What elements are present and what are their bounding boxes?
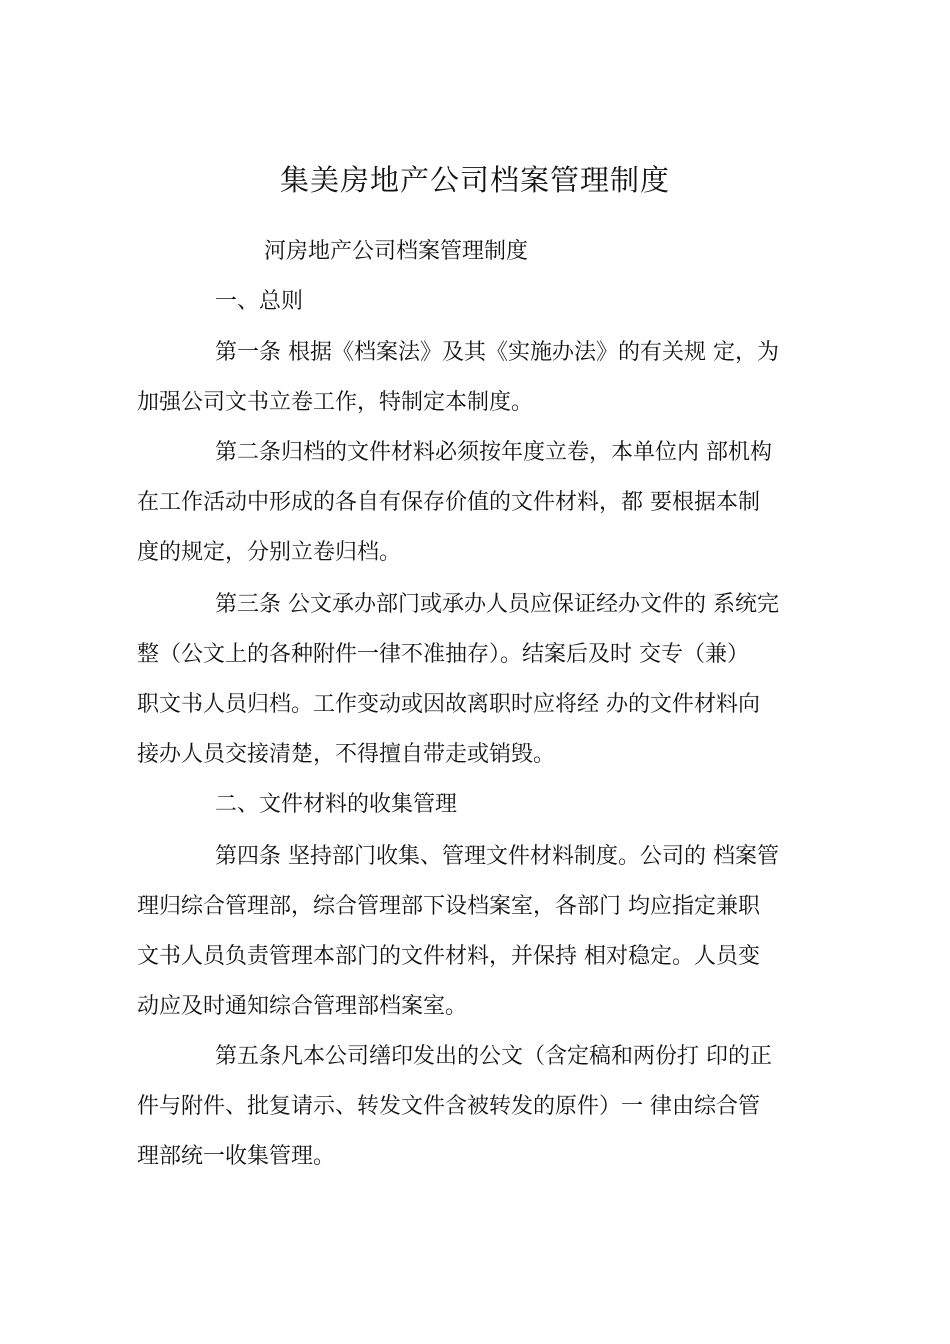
section-heading-general: 一、总则 xyxy=(215,289,304,314)
section-heading-collection: 二、文件材料的收集管理 xyxy=(215,792,458,817)
article-5-line: 件与附件、批复请示、转发文件含被转发的原件）一 律由综合管 xyxy=(137,1094,760,1119)
article-3-line: 整（公文上的各种附件一律不准抽存）。结案后及时 交专（兼） xyxy=(137,642,749,667)
article-4-line: 理归综合管理部，综合管理部下设档案室，各部门 均应指定兼职 xyxy=(137,894,760,919)
article-5-line: 第五条凡本公司缮印发出的公文（含定稿和两份打 印的正 xyxy=(215,1044,772,1069)
article-3-line: 职文书人员归档。工作变动或因故离职时应将经 办的文件材料向 xyxy=(137,692,760,717)
document-subtitle: 河房地产公司档案管理制度 xyxy=(264,239,529,264)
article-1 xyxy=(137,328,837,428)
article-2-line: 度的规定，分别立卷归档。 xyxy=(137,540,402,565)
article-3-line: 接办人员交接清楚，不得擅自带走或销毁。 xyxy=(137,742,556,767)
article-4-line: 动应及时通知综合管理部档案室。 xyxy=(137,994,468,1019)
document-title: 集美房地产公司档案管理制度 xyxy=(279,163,670,197)
article-4 xyxy=(137,832,837,1032)
article-2 xyxy=(137,428,837,578)
article-2-line: 第二条归档的文件材料必须按年度立卷，本单位内 部机构 xyxy=(215,440,772,465)
article-1-line: 第一条 根据《档案法》及其《实施办法》的有关规 定，为 xyxy=(215,340,779,365)
article-4-line: 第四条 坚持部门收集、管理文件材料制度。公司的 档案管 xyxy=(215,844,779,869)
article-5-line: 理部统一收集管理。 xyxy=(137,1144,336,1169)
article-3-line: 第三条 公文承办部门或承办人员应保证经办文件的 系统完 xyxy=(215,592,779,617)
article-1-line: 加强公司文书立卷工作，特制定本制度。 xyxy=(137,390,534,415)
article-3 xyxy=(137,580,837,780)
article-5 xyxy=(137,1032,837,1182)
article-4-line: 文书人员负责管理本部门的文件材料，并保持 相对稳定。人员变 xyxy=(137,944,760,969)
article-2-line: 在工作活动中形成的各自有保存价值的文件材料，都 要根据本制 xyxy=(137,490,760,515)
